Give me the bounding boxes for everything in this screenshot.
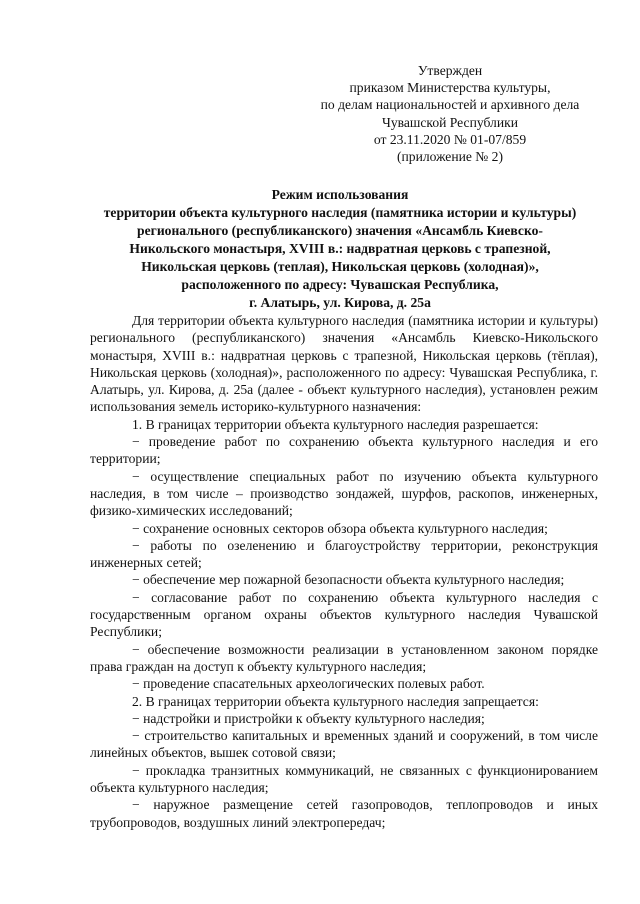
document-title — [60, 186, 620, 312]
title-line: Никольская церковь (теплая), Никольская церковь (холодная)», — [141, 259, 539, 274]
body-paragraph: 2. В границах территории объекта культурного наследия запрещается: — [132, 693, 539, 709]
document-body — [90, 312, 598, 831]
approval-line: от 23.11.2020 № 01-07/859 — [373, 131, 527, 147]
body-paragraph: − строительство капитальных и временных зданий и сооружений, в том числе линейных объектов, вышек сотовой связи; — [90, 728, 598, 761]
body-paragraph: − проведение работ по сохранению объекта культурного наследия и его территории; — [90, 434, 598, 467]
title-line: г. Алатырь, ул. Кирова, д. 25а — [249, 295, 431, 310]
body-paragraph: − надстройки и пристройки к объекту культурного наследия; — [132, 710, 485, 726]
body-paragraph: − проведение спасательных археологических полевых работ. — [132, 676, 485, 692]
approval-line: приказом Министерства культуры, — [349, 80, 551, 96]
body-paragraph: − сохранение основных секторов обзора объекта культурного наследия; — [132, 520, 548, 536]
title-line: Режим использования — [271, 187, 409, 202]
body-paragraph: − обеспечение мер пожарной безопасности объекта культурного наследия; — [132, 572, 565, 588]
body-paragraph: − обеспечение возможности реализации в установленном законом порядке права граждан на доступ к объекту культурного наследия; — [90, 641, 598, 674]
body-paragraph: Для территории объекта культурного наследия (памятника истории и культуры) регионального (республиканского) значения «Ансамбль Киевско-Никольского монастыря, XVIII в.: надвратная церковь с трапезной, Никольская церковь (тёплая), Никольская церковь (холодная)», расположенного по адресу: Чувашская Республика, г. Алатырь, ул. Кирова, д. 25а (далее - объект культурного наследия), установлен режим использования земель историко-культурного назначения: — [90, 313, 598, 415]
body-paragraph: − согласование работ по сохранению объекта культурного наследия с государственным органом охраны объектов культурного наследия Чувашской Республики; — [90, 589, 598, 640]
approval-line: Утвержден — [417, 63, 483, 78]
body-paragraph: 1. В границах территории объекта культурного наследия разрешается: — [132, 416, 539, 432]
title-line: территории объекта культурного наследия (памятника истории и культуры) — [103, 205, 577, 220]
body-paragraph: − прокладка транзитных коммуникаций, не связанных с функционированием объекта культурного наследия; — [90, 762, 598, 796]
title-line: Никольского монастыря, XVIII в.: надвратная церковь с трапезной, — [129, 241, 551, 256]
approval-line: (приложение № 2) — [396, 149, 504, 165]
approval-line: Чувашской Республики — [382, 114, 518, 130]
title-line: расположенного по адресу: Чувашская Республика, — [181, 277, 499, 292]
body-paragraph: − работы по озеленению и благоустройству территории, реконструкция инженерных сетей; — [90, 537, 598, 571]
approval-line: по делам национальностей и архивного дела — [320, 97, 580, 113]
body-paragraph: − наружное размещение сетей газопроводов, теплопроводов и иных трубопроводов, воздушных линий электропередач; — [90, 797, 598, 830]
title-line: регионального (республиканского) значения «Ансамбль Киевско- — [137, 223, 543, 238]
body-paragraph: − осуществление специальных работ по изучению объекта культурного наследия, в том числе – производство зондажей, шурфов, раскопов, инженерных, физико-химических исследований; — [90, 468, 598, 519]
approval-block — [300, 62, 600, 165]
